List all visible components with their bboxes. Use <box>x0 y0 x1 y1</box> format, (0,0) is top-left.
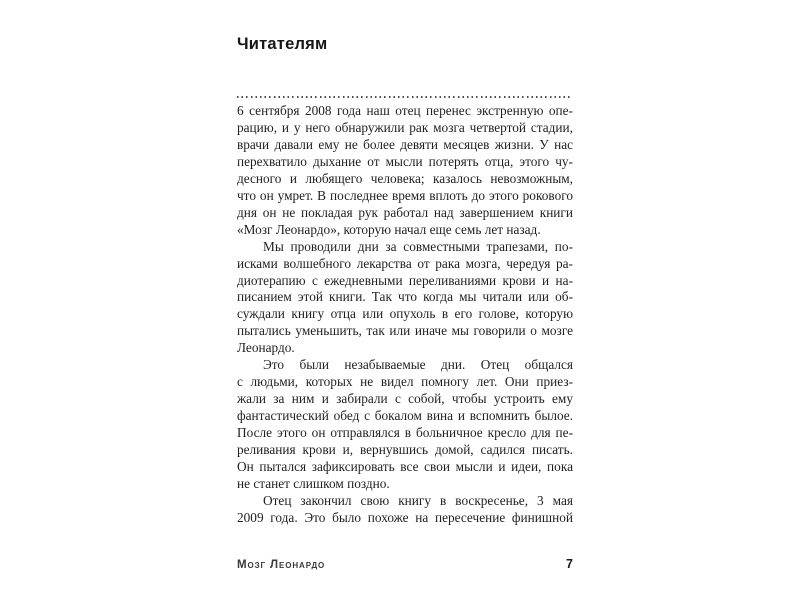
text-line: рацию, и у него обнаружили рак мозга четвертой стадии, <box>237 119 573 135</box>
text-line: не станет слишком поздно. <box>237 475 390 491</box>
text-line: Леонардо. <box>237 340 295 356</box>
text-line: диотерапию с ежедневными переливаниями крови и на- <box>237 272 573 288</box>
text-line: Это были незабываемые дни. Отец общался <box>263 357 573 373</box>
text-line: с людьми, которых не видел помногу лет. Они приез- <box>237 374 573 390</box>
text-line: перехватило дыхание от мысли потерять отца, этого чу- <box>237 153 573 169</box>
page-number: 7 <box>566 557 573 571</box>
chapter-heading: Читателям <box>237 35 328 53</box>
text-line: врачи давали ему не более девяти месяцев жизни. У нас <box>237 136 573 152</box>
dotted-separator <box>237 96 573 98</box>
body-text <box>237 103 573 527</box>
text-line: пытались уменьшить, так или иначе мы говорили о мозге <box>237 323 573 339</box>
text-line: 2009 года. Это было похоже на пересечение финишной <box>237 509 573 525</box>
text-line: что он умрет. В последнее время вплоть до этого рокового <box>237 187 573 203</box>
text-line: писанием этой книги. Так что когда мы читали или об- <box>237 289 573 305</box>
text-line: исками волшебного лекарства от рака мозга, чередуя ра- <box>237 255 573 271</box>
running-footer-title: Мозг Леонардо <box>237 559 326 571</box>
text-line: дня он не покладая рук работал над завершением книги <box>237 204 573 220</box>
text-line: Мы проводили дни за совместными трапезами, по- <box>263 238 573 254</box>
page-footer <box>237 557 573 571</box>
text-line: десного и любящего человека; казалось невозможным, <box>237 170 573 186</box>
text-line: суждали книгу отца или опухоль в его голове, которую <box>237 306 573 322</box>
text-line: реливания крови и, вернувшись домой, садился писать. <box>237 442 573 458</box>
text-line: фантастический обед с бокалом вина и вспомнить былое. <box>237 408 573 424</box>
text-line: Отец закончил свою книгу в воскресенье, 3 мая <box>263 492 573 508</box>
text-line: После этого он отправлялся в больничное кресло для пе- <box>237 425 573 441</box>
text-line: «Мозг Леонардо», которую начал еще семь лет назад. <box>237 221 541 237</box>
text-line: жали за ним и забирали с собой, чтобы устроить ему <box>237 391 573 407</box>
text-line: Он пытался зафиксировать все свои мысли и идеи, пока <box>237 459 573 475</box>
text-line: 6 сентября 2008 года наш отец перенес экстренную опе- <box>237 103 573 118</box>
